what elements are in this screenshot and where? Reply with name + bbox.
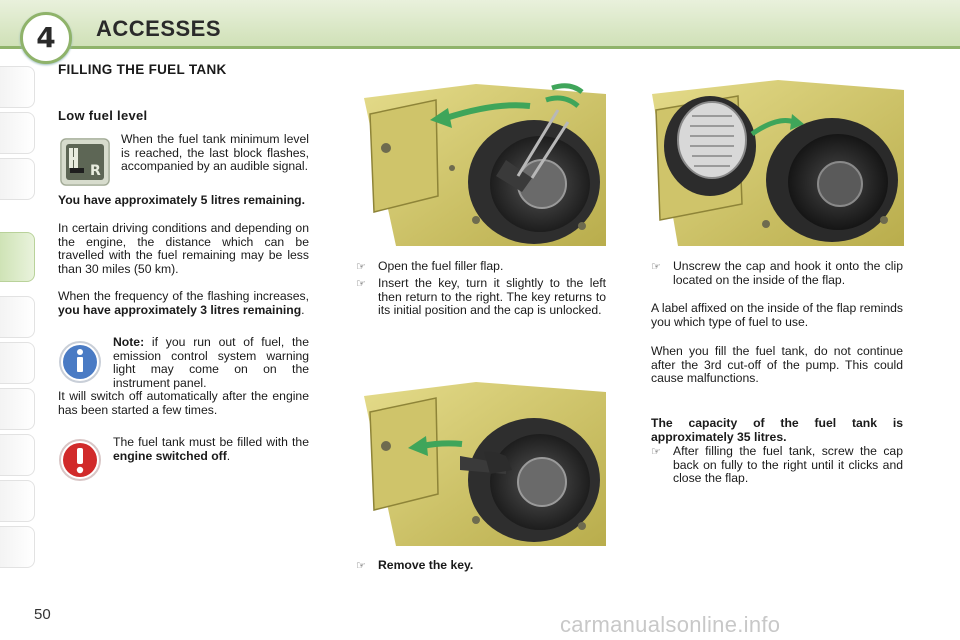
flashing-text: When the frequency of the flashing increases, (58, 289, 309, 303)
chapter-tab-5[interactable] (0, 296, 35, 338)
step-remove-key (356, 559, 606, 573)
fuel-gauge-icon (60, 138, 110, 186)
warning-end: . (226, 448, 231, 463)
pointer-icon: ☞ (356, 560, 366, 572)
remaining-5-litres: You have approximately 5 litres remaining. (58, 193, 305, 207)
step-insert-key-text: Insert the key, turn it slightly to the left then return to the right. The key returns to its initial position and the cap is unlocked. (378, 276, 606, 318)
warning-icon (58, 438, 102, 482)
chapter-tab-8[interactable] (0, 434, 35, 476)
chapter-tab-6[interactable] (0, 342, 35, 384)
illustration-remove-key (356, 360, 606, 546)
chapter-tab-3[interactable] (0, 158, 35, 200)
header-rule (0, 46, 960, 49)
note-label: Note: (113, 335, 145, 349)
chapter-number: 4 (20, 12, 72, 64)
chapter-tab-10[interactable] (0, 526, 35, 568)
page-number: 50 (34, 606, 51, 623)
step-insert-key (356, 277, 606, 318)
note-text: if you run out of fuel, the emission control system warning light may come on on the instrument panel. (113, 335, 309, 390)
chapter-title: ACCESSES (96, 16, 222, 41)
step-screw-cap (651, 445, 903, 486)
step-screw-cap-text: After filling the fuel tank, screw the cap back on fully to the right until it clicks and close the flap. (673, 444, 903, 486)
chapter-tab-9[interactable] (0, 480, 35, 522)
warning-start: The fuel tank must be filled with the (113, 435, 309, 449)
illustration-open-flap-insert-key (356, 64, 606, 246)
engine-off: engine switched off (113, 448, 227, 463)
watermark: carmanualsonline.info (560, 612, 781, 637)
step-unscrew-cap-text: Unscrew the cap and hook it onto the clip located on the inside of the flap. (673, 259, 903, 287)
note-continued: It will switch off automatically after the engine has been started a few times. (58, 389, 309, 417)
step-open-flap (356, 260, 606, 274)
section-title: FILLING THE FUEL TANK (58, 62, 227, 77)
note-box-text (113, 336, 309, 390)
low-fuel-intro: When the fuel tank minimum level is reached, the last block flashes, accompanied by an audible signal. (121, 132, 309, 174)
remaining-3-litres: you have approximately 3 litres remaining (58, 302, 302, 317)
step-unscrew-cap (651, 260, 903, 287)
low-fuel-heading: Low fuel level (58, 108, 148, 123)
warning-text (113, 436, 309, 463)
pointer-icon: ☞ (356, 261, 366, 273)
capacity-paragraph: The capacity of the fuel tank is approximately 35 litres. (651, 416, 903, 444)
pointer-icon: ☞ (356, 278, 366, 290)
svg-text:R: R (90, 163, 101, 179)
label-paragraph: A label affixed on the inside of the flap reminds you which type of fuel to use. (651, 301, 903, 329)
flashing-end: . (301, 302, 305, 317)
chapter-tab-7[interactable] (0, 388, 35, 430)
chapter-tab-4-active[interactable] (0, 232, 35, 282)
distance-paragraph: In certain driving conditions and depending on the engine, the distance which can be travelled with the fuel remaining may be less than 30 miles (50 km). (58, 221, 309, 276)
chapter-tab-2[interactable] (0, 112, 35, 154)
illustration-cap-on-clip (648, 64, 904, 246)
chapter-tab-1[interactable] (0, 66, 35, 108)
fill-paragraph: When you fill the fuel tank, do not continue after the 3rd cut-off of the pump. This could cause malfunctions. (651, 344, 903, 386)
step-open-flap-text: Open the fuel filler flap. (378, 259, 504, 273)
step-remove-key-text: Remove the key. (378, 558, 474, 572)
pointer-icon: ☞ (651, 261, 661, 273)
pointer-icon: ☞ (651, 446, 661, 458)
info-icon (58, 340, 102, 384)
flashing-paragraph (58, 290, 309, 317)
